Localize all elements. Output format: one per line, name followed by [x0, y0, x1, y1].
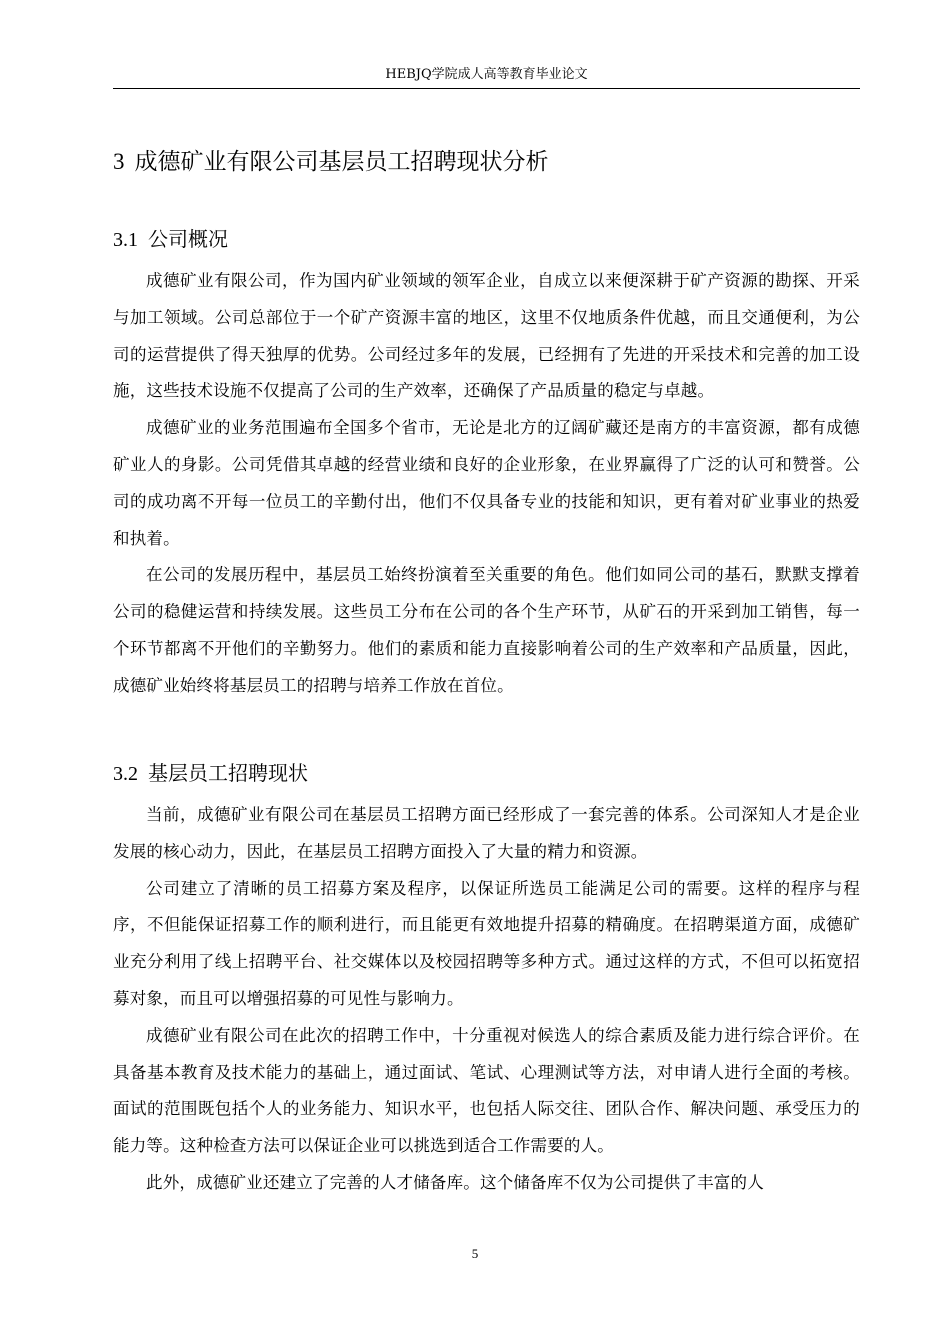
section-heading-3-1	[113, 224, 228, 255]
section-number: 3.1	[113, 229, 138, 251]
paragraph: 当前，成德矿业有限公司在基层员工招聘方面已经形成了一套完善的体系。公司深知人才是企业发展的核心动力，因此，在基层员工招聘方面投入了大量的精力和资源。	[113, 805, 860, 861]
section-3-2-body	[113, 797, 860, 1202]
section-title-text: 基层员工招聘现状	[148, 761, 308, 785]
chapter-title	[113, 145, 549, 179]
chapter-title-text: 成德矿业有限公司基层员工招聘现状分析	[134, 149, 549, 175]
section-3-1-body	[113, 263, 860, 705]
page-number: 5	[471, 1246, 479, 1261]
section-number: 3.2	[113, 763, 138, 785]
chapter-number: 3	[113, 149, 125, 174]
paragraph: 成德矿业有限公司在此次的招聘工作中，十分重视对候选人的综合素质及能力进行综合评价。在具备基本教育及技术能力的基础上，通过面试、笔试、心理测试等方法，对申请人进行全面的考核。面试的范围既包括个人的业务能力、知识水平，也包括人际交往、团队合作、解决问题、承受压力的能力等。这种检查方法可以保证企业可以挑选到适合工作需要的人。	[113, 1025, 860, 1156]
paragraph: 成德矿业的业务范围遍布全国多个省市，无论是北方的辽阔矿藏还是南方的丰富资源，都有成德矿业人的身影。公司凭借其卓越的经营业绩和良好的企业形象，在业界赢得了广泛的认可和赞誉。公司的成功离不开每一位员工的辛勤付出，他们不仅具备专业的技能和知识，更有着对矿业事业的热爱和执着。	[113, 418, 860, 548]
paragraph: 公司建立了清晰的员工招募方案及程序，以保证所选员工能满足公司的需要。这样的程序与程序，不但能保证招募工作的顺利进行，而且能更有效地提升招募的精确度。在招聘渠道方面，成德矿业充分利用了线上招聘平台、社交媒体以及校园招聘等多种方式。通过这样的方式，不但可以拓宽招募对象，而且可以增强招募的可见性与影响力。	[113, 878, 860, 1008]
paragraph: 此外，成德矿业还建立了完善的人才储备库。这个储备库不仅为公司提供了丰富的人	[146, 1172, 764, 1192]
section-title-text: 公司概况	[148, 227, 228, 251]
section-heading-3-2	[113, 758, 308, 789]
paragraph: 在公司的发展历程中，基层员工始终扮演着至关重要的角色。他们如同公司的基石，默默支撑着公司的稳健运营和持续发展。这些员工分布在公司的各个生产环节，从矿石的开采到加工销售，每一个环节都离不开他们的辛勤努力。他们的素质和能力直接影响着公司的生产效率和产品质量，因此，成德矿业始终将基层员工的招聘与培养工作放在首位。	[113, 565, 860, 695]
running-header: HEBJQ学院成人高等教育毕业论文	[113, 66, 860, 89]
paragraph: 成德矿业有限公司，作为国内矿业领域的领军企业，自成立以来便深耕于矿产资源的勘探、开采与加工领域。公司总部位于一个矿产资源丰富的地区，这里不仅地质条件优越，而且交通便利，为公司的运营提供了得天独厚的优势。公司经过多年的发展，已经拥有了先进的开采技术和完善的加工设施，这些技术设施不仅提高了公司的生产效率，还确保了产品质量的稳定与卓越。	[113, 271, 860, 401]
